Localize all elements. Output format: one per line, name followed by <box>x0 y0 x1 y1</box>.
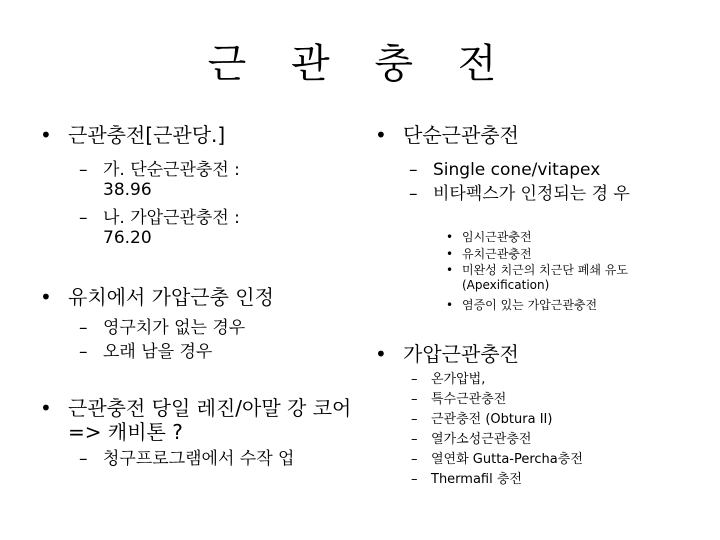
bullet-text: 가압근관충전 <box>403 342 519 366</box>
bullet-dot: • <box>446 263 454 277</box>
sub-item-text: 가. 단순근관충전 : 38.96 <box>103 160 240 200</box>
sub-item-special <box>411 390 507 410</box>
bullet-simple-filling <box>375 123 519 147</box>
subsub-item-inflammation <box>446 298 598 313</box>
sub-item-gutta-percha <box>411 450 583 470</box>
dash-mark: – <box>79 160 88 180</box>
dash-mark: – <box>411 452 418 467</box>
bullet-text: 단순근관충전 <box>403 123 519 147</box>
subsub-item-apexification <box>446 263 672 293</box>
dash-mark: – <box>411 432 418 447</box>
bullet-dot: • <box>375 342 387 366</box>
sub-item-vitapex <box>409 184 673 204</box>
sub-item-text: 오래 남을 경우 <box>103 342 213 362</box>
sub-item-no-permanent <box>79 318 343 338</box>
dash-mark: – <box>79 342 88 362</box>
sub-item-pressure-filling <box>79 208 293 248</box>
sub-item-obtura <box>411 410 553 430</box>
sub-item-text: 온가압법, <box>431 372 486 387</box>
bullet-dot: • <box>446 247 454 261</box>
sub-item-simple-filling <box>79 160 293 200</box>
bullet-same-day-core <box>40 396 358 444</box>
dash-mark: – <box>79 318 88 338</box>
sub-item-thermoplastic <box>411 430 532 450</box>
sub-item-manual-entry <box>79 449 333 469</box>
dash-mark: – <box>409 184 418 204</box>
dash-mark: – <box>411 472 418 487</box>
slide-title: 근 관 충 전 <box>207 41 513 87</box>
sub-item-thermafil <box>411 470 522 490</box>
dash-mark: – <box>411 392 418 407</box>
dash-mark: – <box>411 412 418 427</box>
sub-item-warm-vertical <box>411 370 486 390</box>
bullet-dot: • <box>446 230 454 244</box>
subsub-item-primary <box>446 247 532 262</box>
sub-item-text: Thermafil 충전 <box>431 472 522 487</box>
bullet-dot: • <box>40 396 52 420</box>
bullet-dot: • <box>446 298 454 312</box>
sub-item-text: 열연화 Gutta-Percha충전 <box>431 452 583 467</box>
subsub-item-text: 염증이 있는 가압근관충전 <box>462 298 598 312</box>
sub-item-text: 근관충전 (Obtura II) <box>431 412 553 427</box>
bullet-text: 유치에서 가압근충 인정 <box>68 285 274 309</box>
sub-item-text: 비타펙스가 인정되는 경 우 <box>433 184 630 204</box>
dash-mark: – <box>79 208 88 228</box>
bullet-root-canal-filling <box>40 123 226 147</box>
bullet-dot: • <box>375 123 387 147</box>
bullet-dot: • <box>40 123 52 147</box>
sub-item-text: 청구프로그램에서 수작 업 <box>103 449 295 469</box>
bullet-text: 근관충전[근관당.] <box>68 123 226 147</box>
sub-item-text: 열가소성근관충전 <box>431 432 532 447</box>
sub-item-text: 특수근관충전 <box>431 392 507 407</box>
subsub-item-temporary <box>446 230 532 245</box>
sub-item-text: 영구치가 없는 경우 <box>103 318 246 338</box>
subsub-item-text: 유치근관충전 <box>462 247 532 261</box>
bullet-text: 근관충전 당일 레진/아말 강 코어 => 캐비톤 ? <box>68 396 352 444</box>
dash-mark: – <box>79 449 88 469</box>
dash-mark: – <box>411 372 418 387</box>
sub-item-long-remain <box>79 342 343 362</box>
bullet-pressure-filling <box>375 342 519 366</box>
sub-item-text: 나. 가압근관충전 : 76.20 <box>103 208 240 248</box>
bullet-primary-teeth <box>40 285 274 309</box>
sub-item-text: Single cone/vitapex <box>433 160 601 180</box>
sub-item-single-cone <box>409 160 673 180</box>
bullet-dot: • <box>40 285 52 309</box>
subsub-item-text: 임시근관충전 <box>462 230 532 244</box>
subsub-item-text: 미완성 치근의 치근단 폐쇄 유도 (Apexification) <box>462 263 628 292</box>
dash-mark: – <box>409 160 418 180</box>
